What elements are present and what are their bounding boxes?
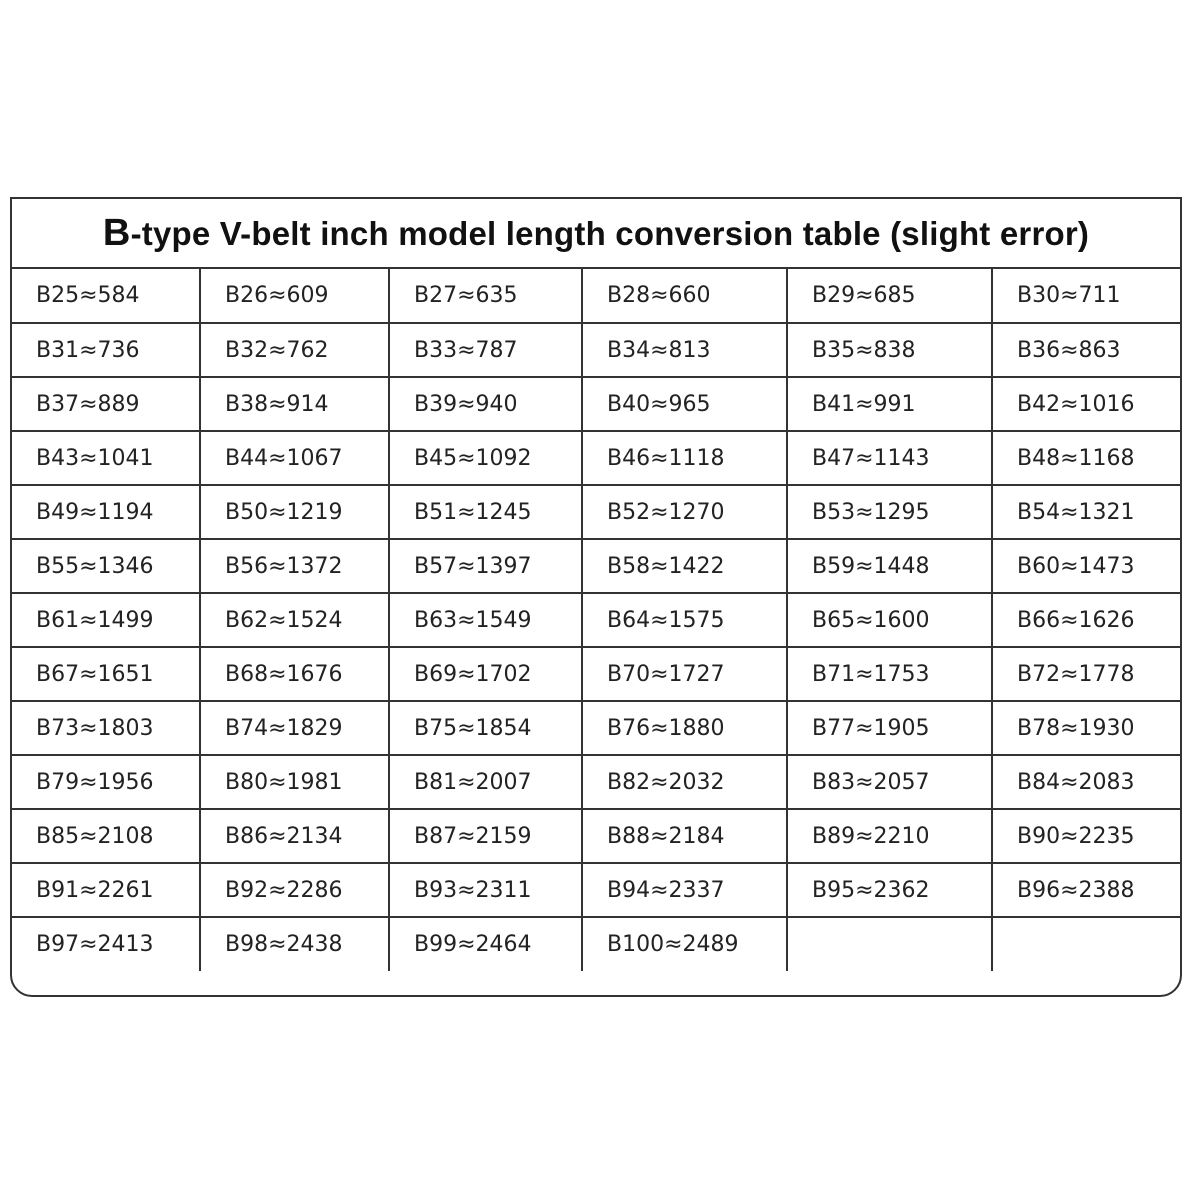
table-cell: B57≈1397 <box>389 539 582 593</box>
table-cell: B74≈1829 <box>200 701 389 755</box>
table-title <box>103 212 1089 255</box>
table-row <box>12 809 1182 863</box>
table-cell: B64≈1575 <box>582 593 787 647</box>
table-cell: B97≈2413 <box>12 917 200 971</box>
title-text: -type V-belt inch model length conversion table (slight error) <box>130 214 1090 252</box>
table-cell: B32≈762 <box>200 323 389 377</box>
table-cell: B60≈1473 <box>992 539 1182 593</box>
table-cell: B47≈1143 <box>787 431 992 485</box>
table-cell: B83≈2057 <box>787 755 992 809</box>
empty-cell <box>787 917 992 971</box>
table-cell: B44≈1067 <box>200 431 389 485</box>
table-cell: B27≈635 <box>389 269 582 323</box>
table-cell: B75≈1854 <box>389 701 582 755</box>
title-bar <box>12 199 1180 269</box>
conversion-table-card <box>10 197 1182 997</box>
table-row <box>12 269 1182 323</box>
empty-cell <box>992 917 1182 971</box>
table-cell: B43≈1041 <box>12 431 200 485</box>
table-cell: B86≈2134 <box>200 809 389 863</box>
table-cell: B48≈1168 <box>992 431 1182 485</box>
table-cell: B55≈1346 <box>12 539 200 593</box>
table-cell: B84≈2083 <box>992 755 1182 809</box>
table-cell: B68≈1676 <box>200 647 389 701</box>
table-cell: B92≈2286 <box>200 863 389 917</box>
table-cell: B51≈1245 <box>389 485 582 539</box>
title-lead-letter: B <box>102 211 131 254</box>
table-cell: B34≈813 <box>582 323 787 377</box>
table-row <box>12 431 1182 485</box>
table-cell: B30≈711 <box>992 269 1182 323</box>
table-cell: B71≈1753 <box>787 647 992 701</box>
table-cell: B69≈1702 <box>389 647 582 701</box>
table-cell: B59≈1448 <box>787 539 992 593</box>
table-cell: B52≈1270 <box>582 485 787 539</box>
table-cell: B81≈2007 <box>389 755 582 809</box>
table-cell: B67≈1651 <box>12 647 200 701</box>
table-cell: B28≈660 <box>582 269 787 323</box>
table-cell: B79≈1956 <box>12 755 200 809</box>
table-cell: B54≈1321 <box>992 485 1182 539</box>
table-cell: B53≈1295 <box>787 485 992 539</box>
table-row <box>12 755 1182 809</box>
table-cell: B91≈2261 <box>12 863 200 917</box>
table-row <box>12 917 1182 971</box>
table-cell: B65≈1600 <box>787 593 992 647</box>
table-cell: B100≈2489 <box>582 917 787 971</box>
table-cell: B95≈2362 <box>787 863 992 917</box>
table-row <box>12 701 1182 755</box>
table-cell: B90≈2235 <box>992 809 1182 863</box>
table-cell: B42≈1016 <box>992 377 1182 431</box>
table-cell: B45≈1092 <box>389 431 582 485</box>
table-cell: B80≈1981 <box>200 755 389 809</box>
table-row <box>12 323 1182 377</box>
conversion-grid <box>12 269 1182 971</box>
table-cell: B25≈584 <box>12 269 200 323</box>
table-cell: B72≈1778 <box>992 647 1182 701</box>
conversion-grid-body <box>12 269 1182 971</box>
table-cell: B85≈2108 <box>12 809 200 863</box>
table-cell: B31≈736 <box>12 323 200 377</box>
table-cell: B33≈787 <box>389 323 582 377</box>
table-cell: B35≈838 <box>787 323 992 377</box>
table-cell: B58≈1422 <box>582 539 787 593</box>
table-cell: B66≈1626 <box>992 593 1182 647</box>
table-row <box>12 485 1182 539</box>
table-cell: B62≈1524 <box>200 593 389 647</box>
table-cell: B99≈2464 <box>389 917 582 971</box>
table-row <box>12 863 1182 917</box>
table-cell: B63≈1549 <box>389 593 582 647</box>
table-cell: B73≈1803 <box>12 701 200 755</box>
table-row <box>12 593 1182 647</box>
table-cell: B94≈2337 <box>582 863 787 917</box>
table-cell: B88≈2184 <box>582 809 787 863</box>
table-cell: B26≈609 <box>200 269 389 323</box>
table-cell: B98≈2438 <box>200 917 389 971</box>
table-cell: B49≈1194 <box>12 485 200 539</box>
table-cell: B36≈863 <box>992 323 1182 377</box>
table-cell: B70≈1727 <box>582 647 787 701</box>
table-cell: B50≈1219 <box>200 485 389 539</box>
table-cell: B82≈2032 <box>582 755 787 809</box>
table-cell: B76≈1880 <box>582 701 787 755</box>
table-cell: B46≈1118 <box>582 431 787 485</box>
table-cell: B77≈1905 <box>787 701 992 755</box>
table-cell: B40≈965 <box>582 377 787 431</box>
table-cell: B29≈685 <box>787 269 992 323</box>
table-cell: B96≈2388 <box>992 863 1182 917</box>
table-row <box>12 377 1182 431</box>
table-cell: B93≈2311 <box>389 863 582 917</box>
table-cell: B37≈889 <box>12 377 200 431</box>
table-cell: B78≈1930 <box>992 701 1182 755</box>
table-cell: B87≈2159 <box>389 809 582 863</box>
table-cell: B89≈2210 <box>787 809 992 863</box>
table-cell: B38≈914 <box>200 377 389 431</box>
table-cell: B41≈991 <box>787 377 992 431</box>
table-cell: B61≈1499 <box>12 593 200 647</box>
table-row <box>12 539 1182 593</box>
table-row <box>12 647 1182 701</box>
table-cell: B56≈1372 <box>200 539 389 593</box>
table-cell: B39≈940 <box>389 377 582 431</box>
